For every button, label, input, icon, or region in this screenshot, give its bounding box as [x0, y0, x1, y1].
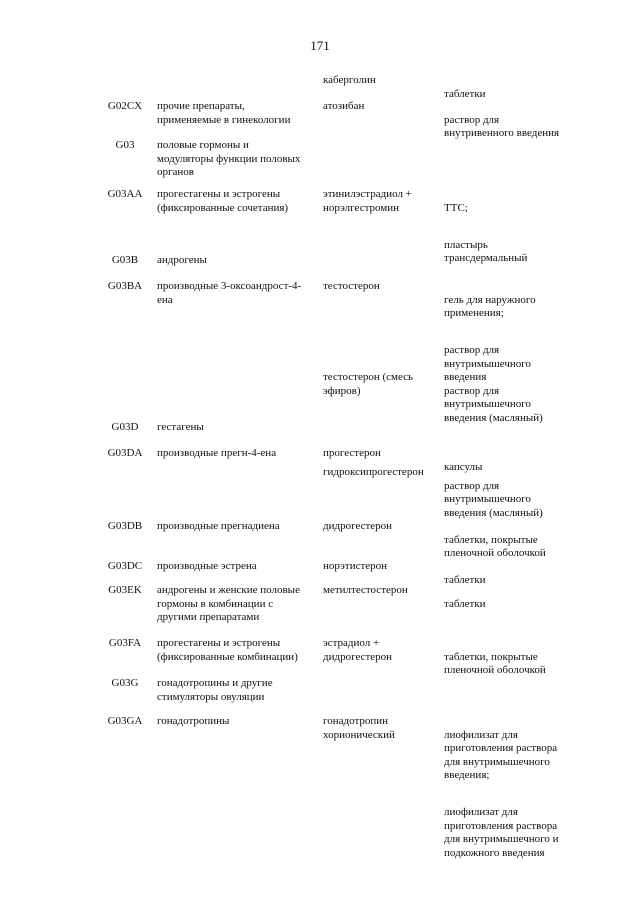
- atc-code: G03B: [111, 254, 139, 266]
- dosage-form: ТТС;: [444, 201, 468, 214]
- atc-code: G03: [115, 139, 135, 151]
- drug-name: дидрогестерон: [323, 520, 393, 532]
- table-row: [0, 280, 640, 424]
- dosage-form: лиофилизат для приготовления раствора для внутримышечного и подкожного введения: [444, 806, 559, 859]
- atc-code: G03AA: [107, 188, 143, 200]
- table-row: [0, 447, 640, 520]
- dosage-form: таблетки: [444, 597, 486, 610]
- group-name: андрогены и женские половые гормоны в комбинации с другими препаратами: [157, 584, 300, 623]
- atc-code: G03EK: [108, 584, 142, 596]
- table-row: [0, 254, 640, 280]
- dosage-form: таблетки: [444, 87, 486, 100]
- dosage-forms: [444, 715, 584, 874]
- dosage-forms: [444, 584, 584, 625]
- atc-code: G03G: [111, 677, 139, 689]
- group-name: прочие препараты, применяемые в гинекологии: [157, 100, 291, 126]
- atc-code: G03D: [111, 421, 139, 433]
- table-row: [0, 100, 640, 139]
- atc-code: G03BA: [107, 280, 143, 292]
- group-name: половые гормоны и модуляторы функции половых органов: [157, 139, 301, 178]
- group-name: гонадотропины: [157, 715, 230, 727]
- table-row: [0, 74, 640, 100]
- drug-name: гидроксипрогестерон: [323, 466, 424, 478]
- dosage-form: раствор для внутримышечного введения (масляный): [444, 479, 543, 519]
- drug-table: [0, 74, 640, 859]
- group-name: производные эстрена: [157, 560, 257, 572]
- dosage-form: таблетки, покрытые пленочной оболочкой: [444, 650, 546, 676]
- table-row: [0, 520, 640, 560]
- atc-code: G03FA: [108, 637, 142, 649]
- group-name: гонадотропины и другие стимуляторы овуляции: [157, 677, 273, 703]
- dosage-form: капсулы: [444, 460, 483, 473]
- group-name: прогестагены и эстрогены (фиксированные сочетания): [157, 188, 289, 214]
- dosage-form: раствор для внутримышечного введения: [444, 344, 531, 383]
- atc-code: G03DB: [107, 520, 143, 532]
- dosage-form: таблетки, покрытые пленочной оболочкой: [444, 533, 546, 559]
- table-row: [0, 421, 640, 447]
- drug-name: тестостерон: [323, 280, 380, 292]
- table-row: [0, 715, 640, 859]
- dosage-form: пластырь трансдермальный: [444, 238, 528, 264]
- page-number: 171: [310, 38, 330, 53]
- dosage-form: лиофилизат для приготовления раствора для внутримышечного введения;: [444, 728, 558, 781]
- dosage-form: таблетки: [444, 573, 486, 586]
- drug-name: прогестерон: [323, 447, 381, 459]
- atc-code: G02CX: [107, 100, 143, 112]
- drug-name: метилтестостерон: [323, 584, 408, 596]
- group-name: андрогены: [157, 254, 207, 266]
- atc-code: G03DA: [107, 447, 143, 459]
- drug-name: атозибан: [323, 100, 365, 112]
- group-name: гестагены: [157, 421, 204, 433]
- dosage-form: гель для наружного применения;: [444, 293, 536, 319]
- drug-name: эстрадиол + дидрогестерон: [323, 637, 393, 663]
- group-name: производные прегнадиена: [157, 520, 280, 532]
- table-row: [0, 637, 640, 677]
- drug-name: тестостерон (смесь эфиров): [323, 371, 414, 397]
- atc-code: G03GA: [107, 715, 143, 727]
- drug-name: этинилэстрадиол + норэлгестромин: [323, 188, 412, 214]
- group-name: производные 3-оксоандрост-4- ена: [157, 280, 302, 306]
- dosage-form: раствор для внутривенного введения: [444, 113, 560, 139]
- dosage-form: раствор для внутримышечного введения (масляный): [444, 384, 543, 424]
- group-name: производные прегн-4-ена: [157, 447, 277, 459]
- drug-name: каберголин: [323, 74, 376, 86]
- table-row: [0, 584, 640, 637]
- table-row: [0, 560, 640, 584]
- drug-name: норэтистерон: [323, 560, 388, 572]
- drug-name: гонадотропин хорионический: [323, 715, 395, 741]
- table-row: [0, 677, 640, 715]
- table-row: [0, 139, 640, 188]
- group-name: прогестагены и эстрогены (фиксированные комбинации): [157, 637, 298, 663]
- atc-code: G03DC: [107, 560, 143, 572]
